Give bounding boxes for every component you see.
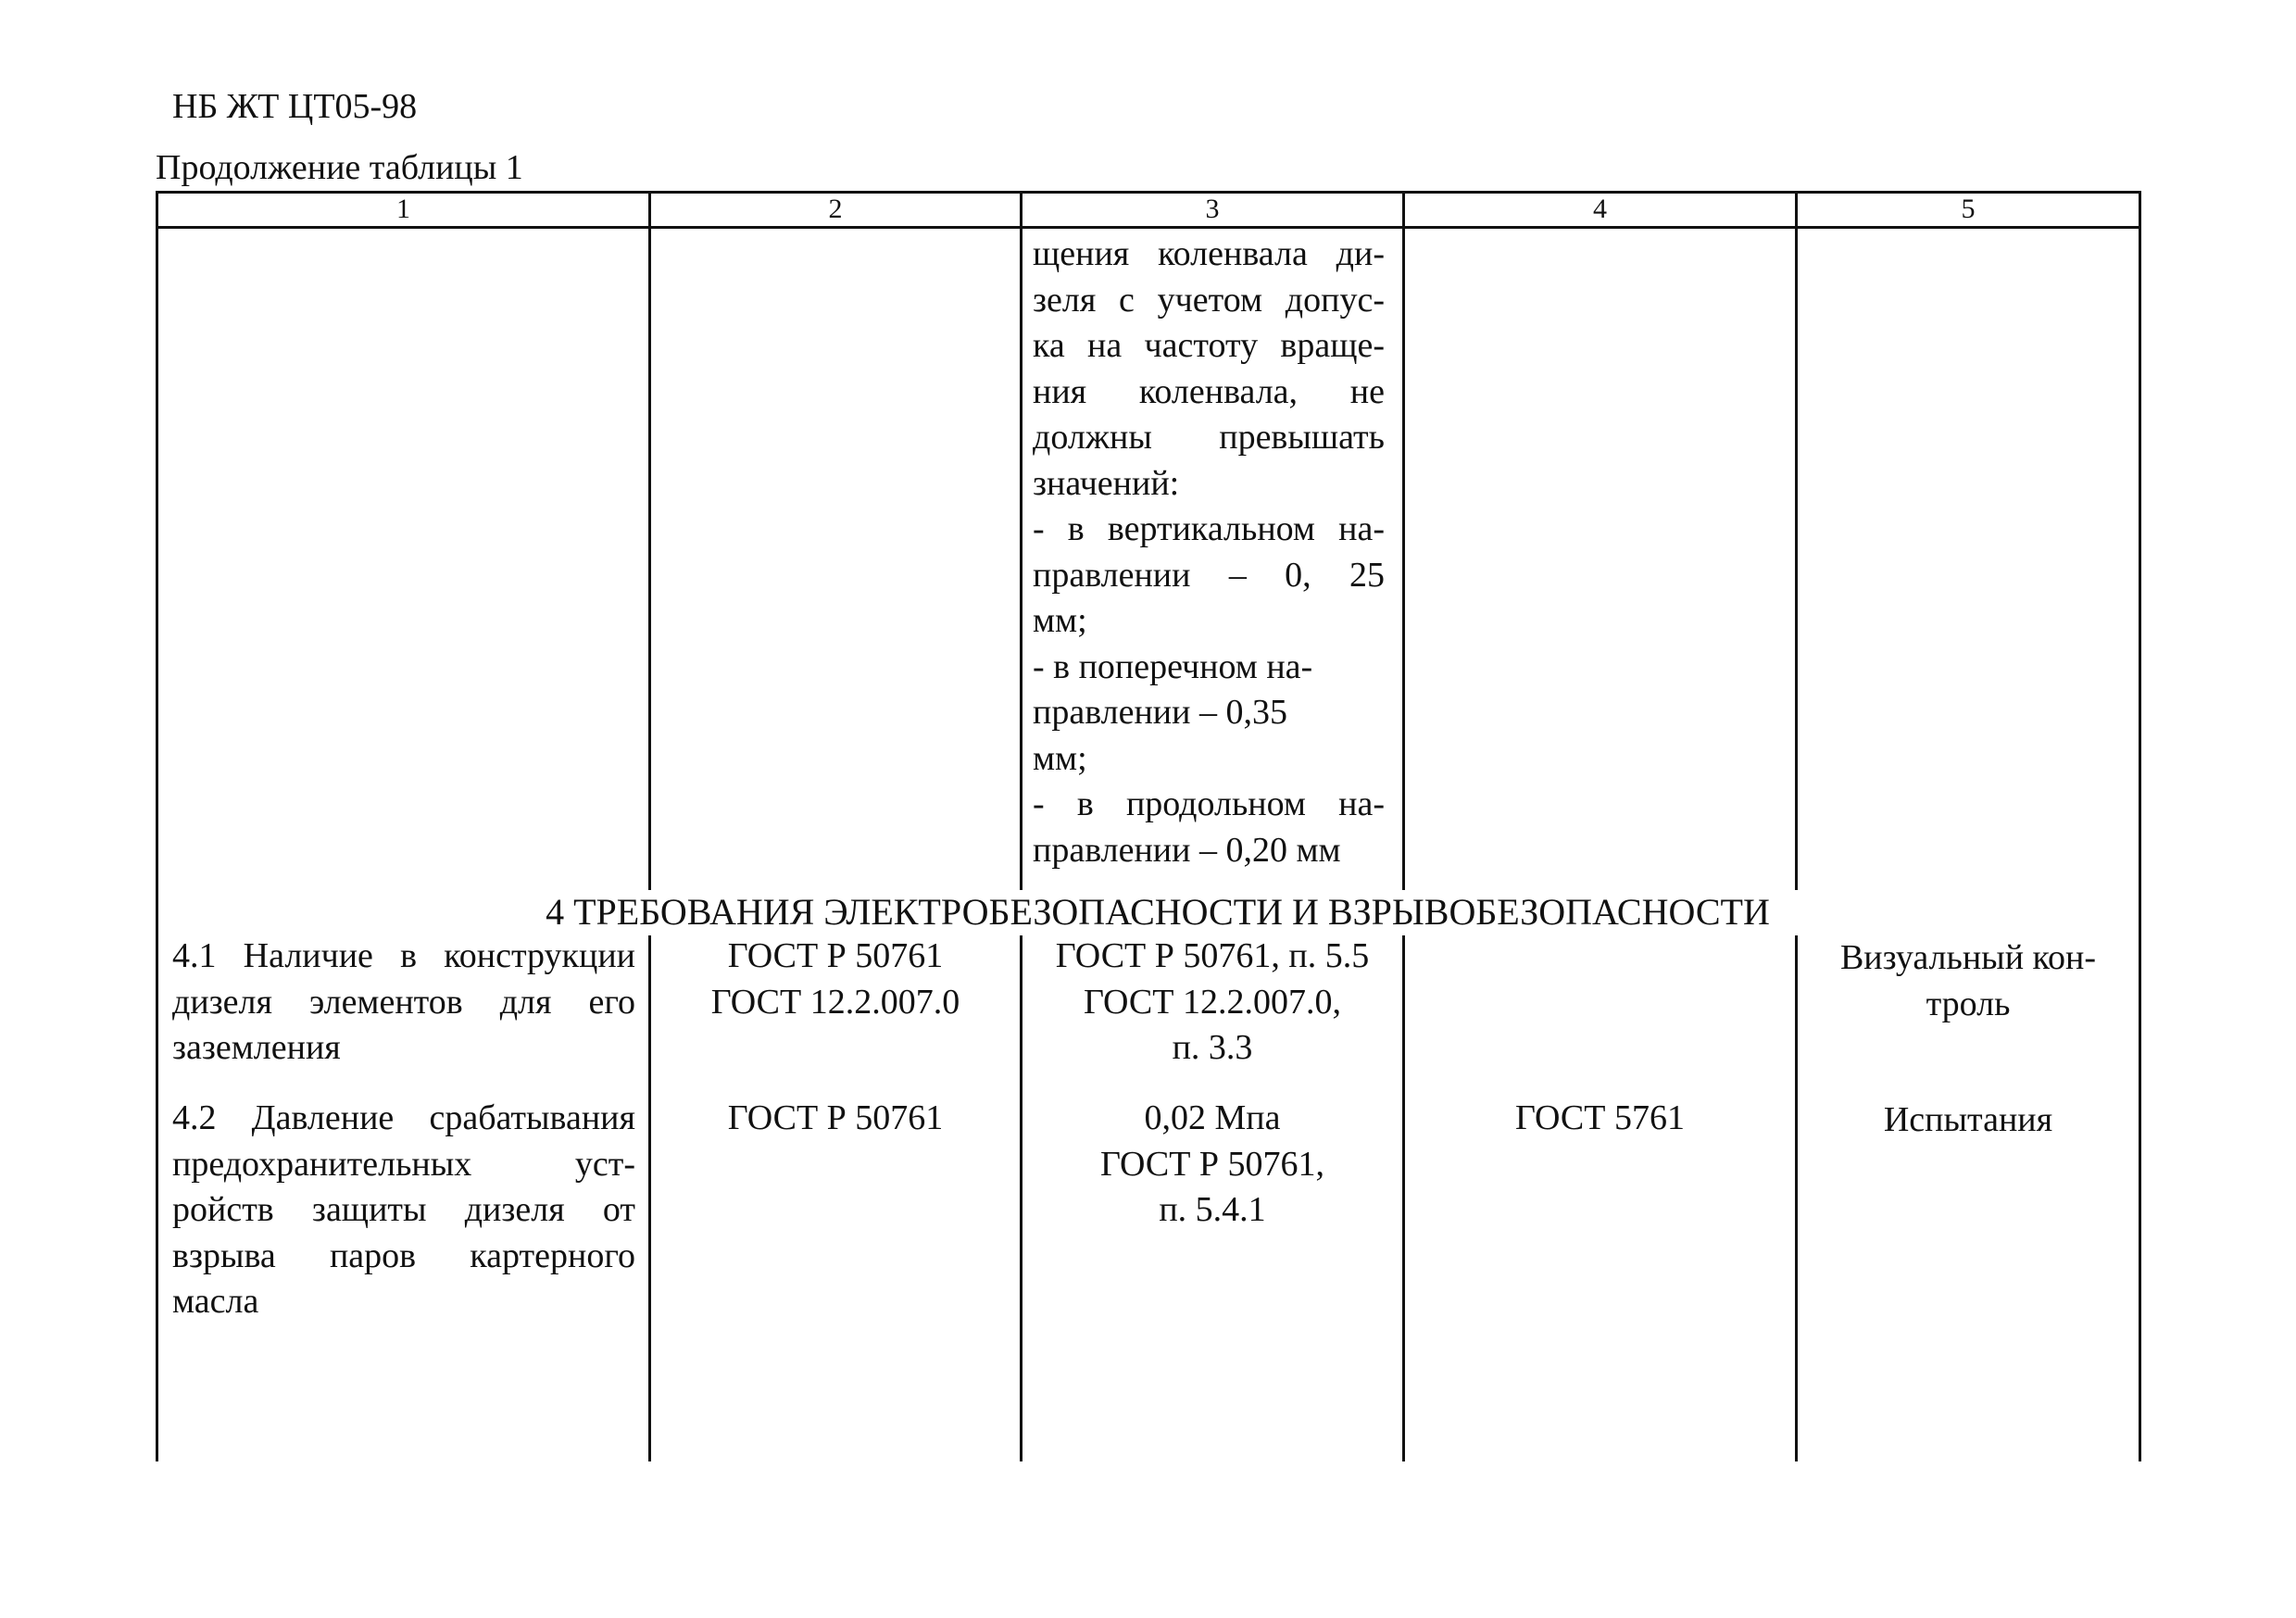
cell-line: ГОСТ 12.2.007.0, — [1084, 982, 1341, 1022]
row-4-2-col2 — [651, 1096, 1020, 1142]
row-4-1-col3 — [1023, 934, 1402, 1072]
document-code: НБ ЖТ ЦТ05-98 — [172, 87, 418, 126]
cell-line: ройств защиты дизеля от — [172, 1190, 635, 1229]
cell-line: п. 3.3 — [1172, 1028, 1253, 1067]
cell-line: Испытания — [1883, 1100, 2053, 1139]
cell-line: мм; — [1033, 601, 1087, 640]
cell-line: мм; — [1033, 738, 1087, 778]
column-divider-2-3 — [1020, 191, 1023, 890]
column-number-2: 2 — [828, 194, 843, 224]
column-number-4: 4 — [1593, 194, 1607, 224]
cell-line: ГОСТ Р 50761 — [727, 936, 944, 975]
cell-line: ния коленвала, не — [1033, 371, 1385, 411]
cell-line: ка на частоту враще- — [1033, 326, 1385, 365]
header-bottom-border — [156, 226, 2141, 229]
cell-line: правлении – 0,20 мм — [1033, 830, 1341, 870]
cell-line: ГОСТ 12.2.007.0 — [710, 982, 960, 1022]
cell-line: зеля с учетом допус- — [1033, 280, 1385, 320]
row-4-2-col5 — [1798, 1097, 2139, 1144]
column-number-3: 3 — [1205, 194, 1220, 224]
table-continuation-caption: Продолжение таблицы 1 — [156, 148, 523, 187]
cell-line: 0,02 Мпа — [1144, 1098, 1281, 1137]
column-number-5: 5 — [1961, 194, 1976, 224]
row-4-2-col1 — [172, 1096, 635, 1325]
cell-line: - в продольном на- — [1033, 784, 1385, 823]
row-4-1-col1 — [172, 934, 635, 1072]
cell-line: предохранительных уст- — [172, 1144, 635, 1184]
cell-line: масла — [172, 1282, 259, 1321]
cell-line: правлении – 0,35 — [1033, 693, 1287, 732]
row-4-2-col3 — [1023, 1096, 1402, 1234]
cell-line: ГОСТ Р 50761, п. 5.5 — [1055, 936, 1370, 975]
column-divider-3-4 — [1402, 191, 1405, 890]
cell-line: щения коленвала ди- — [1033, 234, 1385, 273]
cell-line: - в поперечном на- — [1033, 646, 1313, 686]
cell-line: дизеля элементов для его — [172, 982, 635, 1022]
column-number-1: 1 — [396, 194, 410, 224]
cell-line: - в вертикальном на- — [1033, 509, 1385, 548]
section-heading: 4 ТРЕБОВАНИЯ ЭЛЕКТРОБЕЗОПАСНОСТИ И ВЗРЫВОБЕЗОПАСНОСТИ — [546, 891, 1770, 933]
cell-line: троль — [1926, 984, 2011, 1023]
column-divider-1-2 — [648, 191, 651, 890]
continued-cell-col3 — [1033, 232, 1385, 873]
cell-line: ГОСТ Р 50761 — [727, 1098, 944, 1137]
cell-line: взрыва паров картерного — [172, 1235, 635, 1275]
cell-line: заземления — [172, 1028, 341, 1067]
table-right-border — [2139, 191, 2141, 1461]
column-divider-3-4 — [1402, 935, 1405, 1461]
cell-line: значений: — [1033, 463, 1180, 503]
row-4-2-col4 — [1405, 1096, 1795, 1142]
cell-line: должны превышать — [1033, 418, 1385, 457]
cell-line: правлении – 0, 25 — [1033, 555, 1385, 595]
cell-line: 4.1 Наличие в конструкции — [172, 936, 635, 975]
cell-line: Визуальный кон- — [1839, 938, 2097, 977]
row-4-1-col2 — [651, 934, 1020, 1025]
column-divider-4-5 — [1795, 191, 1798, 890]
cell-line: п. 5.4.1 — [1159, 1190, 1266, 1229]
table-left-border — [156, 191, 158, 1461]
cell-line: ГОСТ 5761 — [1515, 1098, 1685, 1137]
cell-line: ГОСТ Р 50761, — [1099, 1144, 1325, 1184]
row-4-1-col5 — [1798, 935, 2139, 1027]
cell-line: 4.2 Давление срабатывания — [172, 1098, 635, 1137]
